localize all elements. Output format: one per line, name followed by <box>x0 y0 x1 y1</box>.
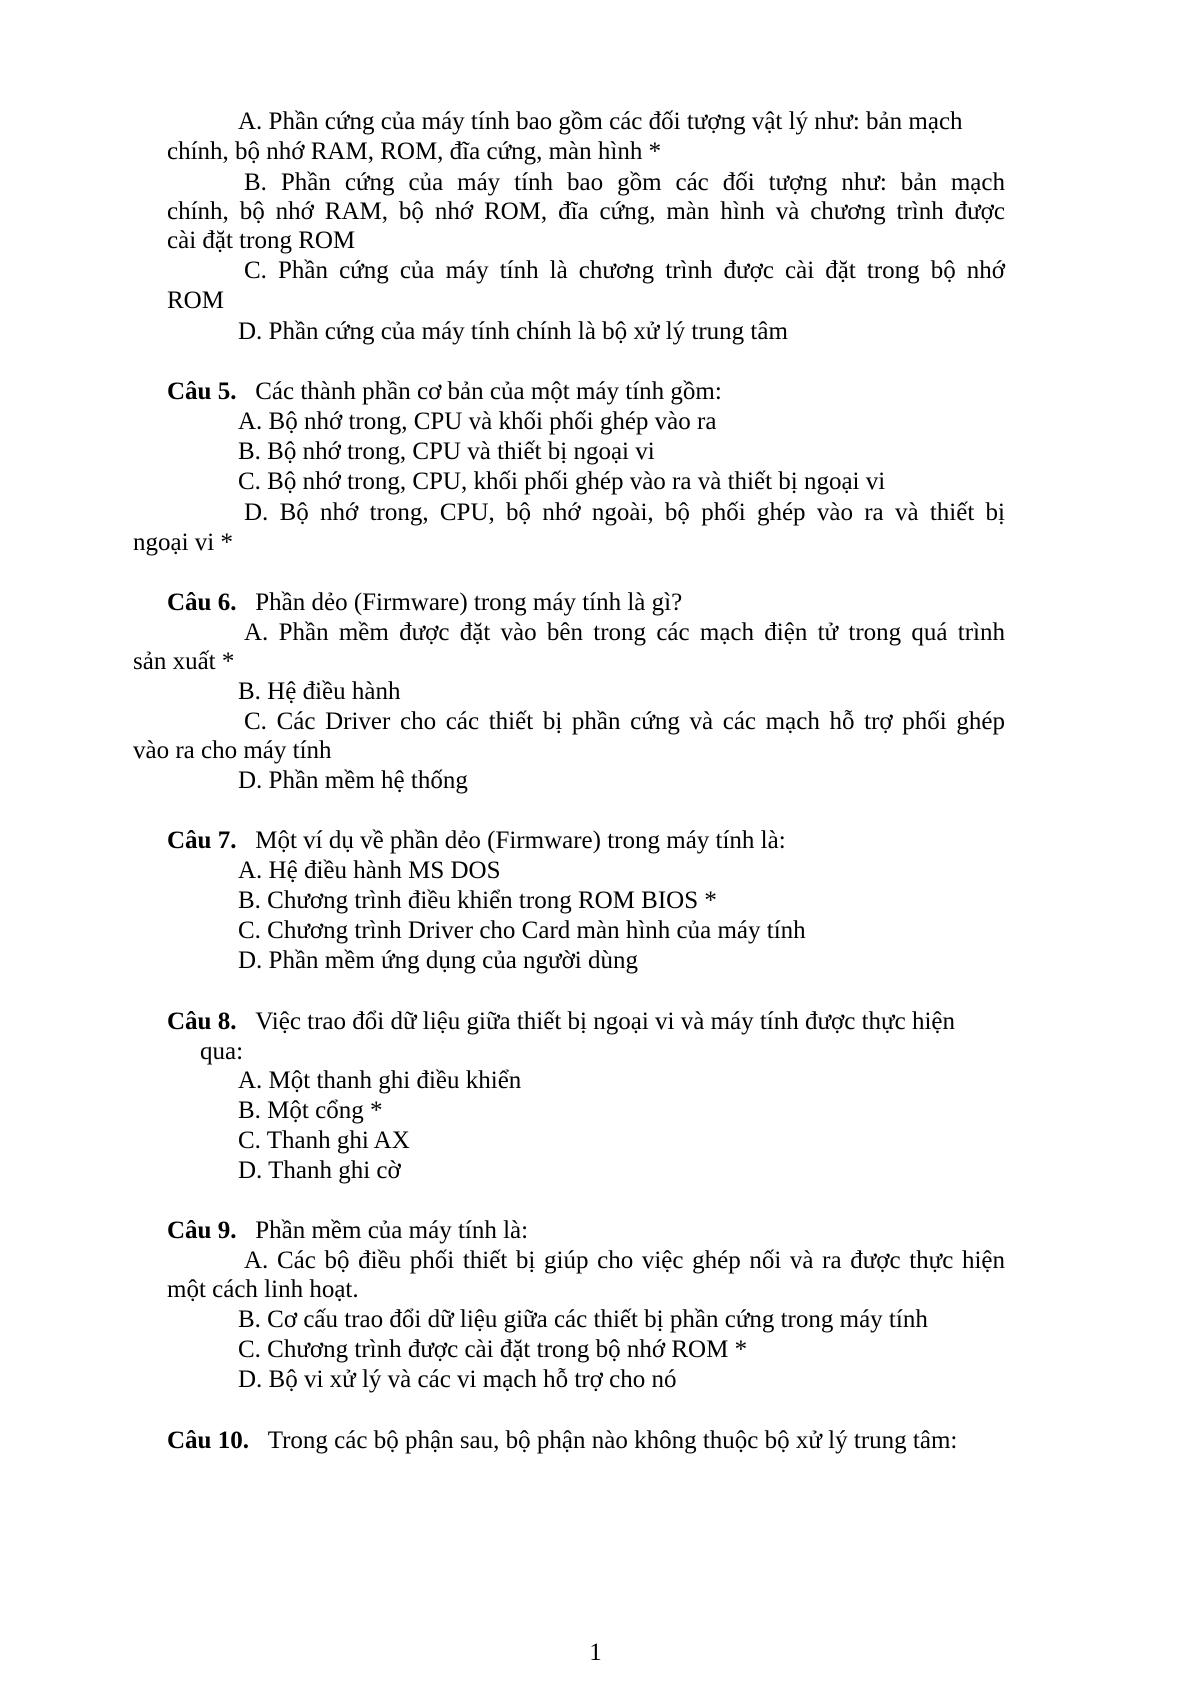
question-8-text-line-1: Việc trao đổi dữ liệu giữa thiết bị ngoại vi và máy tính được thực hiện <box>255 1008 955 1035</box>
q7-option-b: B. Chương trình điều khiển trong ROM BIOS * <box>238 887 717 914</box>
q8-option-b: B. Một cổng * <box>238 1097 383 1124</box>
q6-option-c-line-2: vào ra cho máy tính <box>133 737 332 764</box>
option-b-line-1: B. Phần cứng của máy tính bao gồm các đối tượng như: bản mạch <box>244 169 1005 196</box>
q8-option-c: C. Thanh ghi AX <box>238 1127 410 1154</box>
question-9 <box>167 1215 528 1246</box>
q6-option-c-line-1: C. Các Driver cho các thiết bị phần cứng và các mạch hỗ trợ phối ghép <box>244 708 1005 735</box>
question-10-text: Trong các bộ phận sau, bộ phận nào không thuộc bộ xử lý trung tâm: <box>267 1427 958 1454</box>
option-b-line-2: chính, bộ nhớ RAM, bộ nhớ ROM, đĩa cứng, màn hình và chương trình được <box>167 198 1005 225</box>
question-5-label: Câu 5. <box>167 378 237 405</box>
option-d-line-1: D. Phần cứng của máy tính chính là bộ xử lý trung tâm <box>238 318 788 345</box>
q5-option-c: C. Bộ nhớ trong, CPU, khối phối ghép vào ra và thiết bị ngoại vi <box>238 468 886 495</box>
question-8-label: Câu 8. <box>167 1008 237 1035</box>
q6-option-a-line-2: sản xuất * <box>133 648 235 675</box>
q8-option-d: D. Thanh ghi cờ <box>238 1157 401 1184</box>
q9-option-d: D. Bộ vi xử lý và các vi mạch hỗ trợ cho nó <box>238 1366 677 1393</box>
option-c-line-1: C. Phần cứng của máy tính là chương trình được cài đặt trong bộ nhớ <box>244 257 1005 284</box>
question-6-label: Câu 6. <box>167 589 237 616</box>
question-6 <box>167 587 682 618</box>
q9-option-a-line-1: A. Các bộ điều phối thiết bị giúp cho việc ghép nối và ra được thực hiện <box>244 1247 1005 1274</box>
q5-option-b: B. Bộ nhớ trong, CPU và thiết bị ngoại vi <box>238 438 655 465</box>
question-7-text: Một ví dụ về phần dẻo (Firmware) trong máy tính là: <box>255 827 786 854</box>
question-7-label: Câu 7. <box>167 827 237 854</box>
q6-option-b: B. Hệ điều hành <box>238 678 401 705</box>
question-8 <box>167 1006 955 1037</box>
question-10 <box>167 1425 957 1456</box>
question-5 <box>167 376 722 407</box>
q9-option-c: C. Chương trình được cài đặt trong bộ nhớ ROM * <box>238 1336 748 1363</box>
question-8-text-line-2: qua: <box>200 1038 244 1065</box>
page-number: 1 <box>589 1639 602 1666</box>
q5-option-d-line-1: D. Bộ nhớ trong, CPU, bộ nhớ ngoài, bộ phối ghép vào ra và thiết bị <box>244 499 1005 526</box>
option-c-line-2: ROM <box>167 287 224 314</box>
question-10-label: Câu 10. <box>167 1427 249 1454</box>
option-a-line-1: A. Phần cứng của máy tính bao gồm các đối tượng vật lý như: bản mạch <box>238 108 963 135</box>
option-b-line-3: cài đặt trong ROM <box>167 227 356 254</box>
q5-option-d-line-2: ngoại vi * <box>133 529 233 556</box>
question-6-text: Phần dẻo (Firmware) trong máy tính là gì? <box>255 589 683 616</box>
q7-option-d: D. Phần mềm ứng dụng của người dùng <box>238 947 638 974</box>
q6-option-a-line-1: A. Phần mềm được đặt vào bên trong các mạch điện tử trong quá trình <box>244 619 1005 646</box>
q7-option-c: C. Chương trình Driver cho Card màn hình của máy tính <box>238 917 806 944</box>
q5-option-a: A. Bộ nhớ trong, CPU và khối phối ghép vào ra <box>238 408 717 435</box>
q9-option-a-line-2: một cách linh hoạt. <box>167 1276 359 1303</box>
question-5-text: Các thành phần cơ bản của một máy tính gồm: <box>255 378 722 405</box>
question-7 <box>167 825 786 856</box>
q6-option-d: D. Phần mềm hệ thống <box>238 767 468 794</box>
question-9-text: Phần mềm của máy tính là: <box>255 1217 529 1244</box>
q9-option-b: B. Cơ cấu trao đổi dữ liệu giữa các thiết bị phần cứng trong máy tính <box>238 1306 928 1333</box>
option-a-line-2: chính, bộ nhớ RAM, ROM, đĩa cứng, màn hình * <box>167 138 662 165</box>
q7-option-a: A. Hệ điều hành MS DOS <box>238 857 501 884</box>
question-9-label: Câu 9. <box>167 1217 237 1244</box>
q8-option-a: A. Một thanh ghi điều khiển <box>238 1067 522 1094</box>
